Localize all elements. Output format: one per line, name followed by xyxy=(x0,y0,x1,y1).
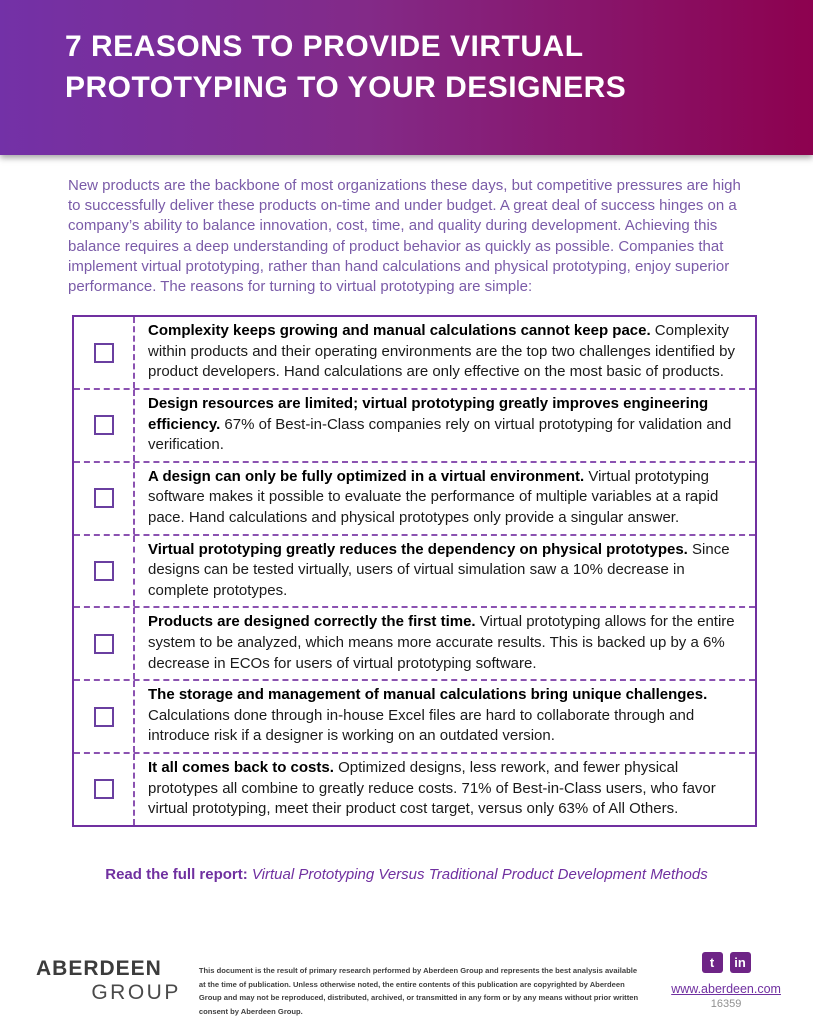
checkbox-cell xyxy=(74,536,135,607)
reason-4-checkbox[interactable] xyxy=(94,561,114,581)
reason-3-checkbox[interactable] xyxy=(94,488,114,508)
read-report-label: Read the full report: xyxy=(105,865,248,883)
read-report-line xyxy=(0,866,813,883)
aberdeen-group-logo xyxy=(36,957,181,1005)
reason-text xyxy=(135,536,755,607)
reason-row-5 xyxy=(74,606,755,679)
reason-7-checkbox[interactable] xyxy=(94,779,114,799)
document-number: 16359 xyxy=(710,998,742,1010)
reasons-checklist-table xyxy=(72,315,757,826)
reason-row-7 xyxy=(74,752,755,825)
checkbox-cell xyxy=(74,317,135,388)
reason-lead: Complexity keeps growing and manual calculations cannot keep pace. xyxy=(148,322,651,340)
reason-row-4 xyxy=(74,534,755,607)
reason-text xyxy=(135,754,755,825)
reason-5-checkbox[interactable] xyxy=(94,634,114,654)
checkbox-cell xyxy=(74,754,135,825)
checkbox-cell xyxy=(74,463,135,534)
checkbox-cell xyxy=(74,608,135,679)
logo-group-text: GROUP xyxy=(91,981,181,1004)
reason-text xyxy=(135,681,755,752)
page-title-line2: PROTOTYPING TO YOUR DESIGNERS xyxy=(65,71,627,104)
footer-links xyxy=(667,952,785,1011)
reason-row-1 xyxy=(74,317,755,388)
reason-text xyxy=(135,463,755,534)
reason-body: Virtual prototyping software makes it possible to evaluate the performance of multiple variables at a rapid pace. Hand calculations and physical prototypes only provide a singular answer. xyxy=(148,467,719,526)
reason-lead: A design can only be fully optimized in a virtual environment. xyxy=(148,467,585,485)
reason-text xyxy=(135,608,755,679)
reason-body: Complexity within products and their operating environments are the top two challenges identified by product developers. Hand calculations are only effective on the most basic of products. xyxy=(148,322,736,381)
reason-body: 67% of Best-in-Class companies rely on virtual prototyping for validation and verification. xyxy=(148,415,732,454)
reason-1-checkbox[interactable] xyxy=(94,343,114,363)
twitter-icon[interactable]: t xyxy=(702,952,723,973)
linkedin-icon[interactable]: in xyxy=(730,952,751,973)
footer xyxy=(0,952,813,1018)
reason-6-checkbox[interactable] xyxy=(94,707,114,727)
intro-paragraph: New products are the backbone of most organizations these days, but competitive pressures are high to successfully deliver these products on-time and under budget. A great deal of success hinges on a company’s ability to balance innovation, cost, time, and quality during development. Achieving this balance requires a deep understanding of product behavior as quickly as possible. Companies that implement virtual prototyping, rather than hand calculations and physical prototyping, enjoy superior performance. The reasons for turning to virtual prototyping are simple: xyxy=(68,177,741,296)
reason-lead: The storage and management of manual calculations bring unique challenges. xyxy=(148,686,708,704)
reason-lead: It all comes back to costs. xyxy=(148,758,334,776)
logo-aberdeen-text: ABERDEEN xyxy=(36,957,162,980)
reason-2-checkbox[interactable] xyxy=(94,415,114,435)
aberdeen-website-link[interactable]: www.aberdeen.com xyxy=(671,982,781,996)
reason-text xyxy=(135,390,755,461)
reason-lead: Design resources are limited; virtual prototyping greatly improves engineering efficiency. xyxy=(148,395,709,433)
header-banner xyxy=(0,0,813,155)
reason-row-2 xyxy=(74,388,755,461)
checkbox-cell xyxy=(74,390,135,461)
copyright-disclaimer: This document is the result of primary research performed by Aberdeen Group and represents the best analysis available at the time of publication. Unless otherwise noted, the entire contents of this publication are copyrighted by Aberdeen Group and may not be reproduced, distributed, archived, or transmitted in any form or by any means without prior written consent by Aberdeen Group. xyxy=(198,966,639,1016)
reason-body: Since designs can be tested virtually, users of virtual simulation saw a 10% decrease in complete prototypes. xyxy=(148,540,730,599)
reason-row-3 xyxy=(74,461,755,534)
report-title-link[interactable]: Virtual Prototyping Versus Traditional Product Development Methods xyxy=(247,865,708,883)
reason-text xyxy=(135,317,755,388)
reason-lead: Virtual prototyping greatly reduces the dependency on physical prototypes. xyxy=(148,540,688,558)
reason-body: Virtual prototyping allows for the entire system to be analyzed, which means more accurate results. This is backed up by a 6% decrease in ECOs for users of virtual prototyping software. xyxy=(148,613,735,672)
page-title-line1: 7 REASONS TO PROVIDE VIRTUAL xyxy=(65,30,584,63)
checkbox-cell xyxy=(74,681,135,752)
social-icons xyxy=(667,952,785,973)
reason-body: Optimized designs, less rework, and fewer physical prototypes all combine to greatly reduce costs. 71% of Best-in-Class users, who favor virtual prototyping, meet their product cost target, versus only 63% of All Others. xyxy=(148,758,716,818)
reason-row-6 xyxy=(74,679,755,752)
reason-body: Calculations done through in-house Excel files are hard to collaborate through and introduce risk if a designer is working on an outdated version. xyxy=(148,706,695,745)
reason-lead: Products are designed correctly the first time. xyxy=(148,613,476,631)
